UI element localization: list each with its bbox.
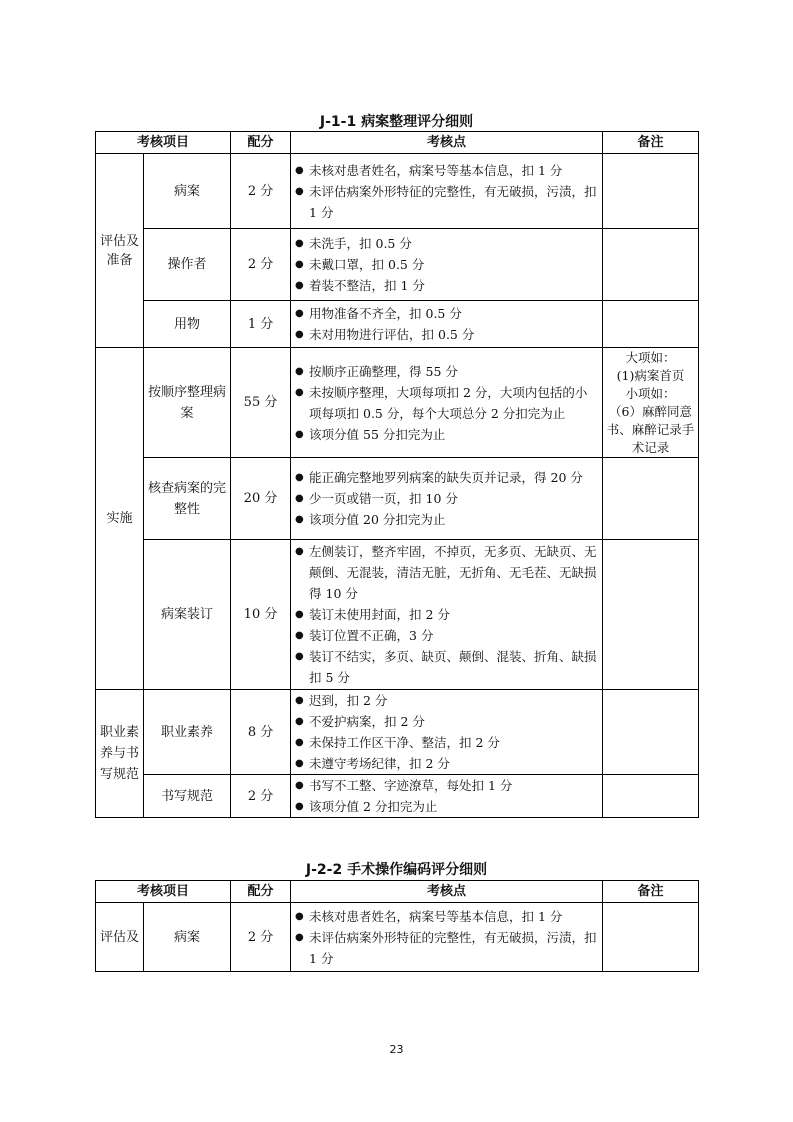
point-item: ● 未评估病案外形特征的完整性，有无破损，污渍，扣 1 分	[294, 927, 599, 969]
point-item: ● 该项分值 2 分扣完为止	[294, 796, 599, 817]
header-item: 考核项目	[96, 881, 231, 903]
header-score: 配分	[231, 881, 291, 903]
row-item: 病案	[144, 154, 231, 229]
row-note	[603, 154, 699, 229]
point-item: ● 少一页或错一页，扣 10 分	[294, 488, 599, 509]
table2-grading-table	[95, 880, 699, 972]
row-note	[603, 229, 699, 301]
point-item: ● 未核对患者姓名，病案号等基本信息，扣 1 分	[294, 160, 599, 181]
point-item: ● 未戴口罩，扣 0.5 分	[294, 254, 599, 275]
header-points: 考核点	[291, 881, 603, 903]
point-item: ● 书写不工整、字迹潦草，每处扣 1 分	[294, 775, 599, 796]
row-note	[603, 458, 699, 540]
row-note	[603, 775, 699, 818]
category-prof: 职业素养与书写规范	[96, 690, 144, 818]
table2-title: J-2-2 手术操作编码评分细则	[305, 862, 488, 878]
row-points	[291, 229, 603, 301]
note-line: (1)病案首页	[616, 367, 685, 383]
point-item: ● 按顺序正确整理，得 55 分	[294, 361, 599, 382]
row-score: 2 分	[231, 775, 291, 818]
point-item: ● 未洗手，扣 0.5 分	[294, 233, 599, 254]
table1-grading-table	[95, 131, 699, 818]
table2-header-row	[96, 881, 699, 903]
table-row	[96, 154, 699, 229]
row-points	[291, 458, 603, 540]
row-note	[603, 540, 699, 690]
header-item: 考核项目	[96, 132, 231, 154]
point-item: ● 未评估病案外形特征的完整性，有无破损，污渍，扣 1 分	[294, 181, 599, 223]
header-score: 配分	[231, 132, 291, 154]
point-item: ● 未按顺序整理，大项每项扣 2 分，大项内包括的小项每项扣 0.5 分，每个大项总分 2 分扣完为止	[294, 382, 599, 424]
row-item: 核查病案的完整性	[144, 458, 231, 540]
point-item: ● 未核对患者姓名，病案号等基本信息，扣 1 分	[294, 906, 599, 927]
table1-title: J-1-1 病案整理评分细则	[319, 114, 474, 130]
point-item: ● 该项分值 55 分扣完为止	[294, 424, 599, 445]
header-note: 备注	[603, 881, 699, 903]
table-row	[96, 348, 699, 458]
point-item: ● 该项分值 20 分扣完为止	[294, 509, 599, 530]
row-item: 职业素养	[144, 690, 231, 775]
point-item: ● 装订不结实，多页、缺页、颠倒、混装、折角、缺损扣 5 分	[294, 646, 599, 688]
point-item: ● 未遵守考场纪律，扣 2 分	[294, 753, 599, 774]
row-score: 2 分	[231, 903, 291, 972]
row-score: 1 分	[231, 301, 291, 348]
point-item: ● 能正确完整地罗列病案的缺失页并记录，得 20 分	[294, 467, 599, 488]
row-score: 2 分	[231, 229, 291, 301]
table-row	[96, 690, 699, 775]
table-row	[96, 903, 699, 972]
row-note	[603, 348, 699, 458]
row-points	[291, 154, 603, 229]
row-item: 病案	[144, 903, 231, 972]
row-score: 2 分	[231, 154, 291, 229]
point-item: ● 着装不整洁，扣 1 分	[294, 275, 599, 296]
table-row	[96, 229, 699, 301]
point-item: ● 不爱护病案，扣 2 分	[294, 711, 599, 732]
table-row	[96, 775, 699, 818]
point-item: ● 未对用物进行评估，扣 0.5 分	[294, 324, 599, 345]
point-item: ● 装订未使用封面，扣 2 分	[294, 604, 599, 625]
table-row	[96, 540, 699, 690]
row-points	[291, 540, 603, 690]
row-note	[603, 690, 699, 775]
point-item: ● 用物准备不齐全，扣 0.5 分	[294, 303, 599, 324]
row-points	[291, 301, 603, 348]
category-eval-partial: 评估及	[96, 903, 144, 972]
point-item: ● 左侧装订，整齐牢固，不掉页，无多页、无缺页、无颠倒、无混装，清洁无脏，无折角、无毛茬、无缺损得 10 分	[294, 541, 599, 604]
row-item: 用物	[144, 301, 231, 348]
note-line: （6）麻醉同意书、麻醉记录手术记录	[606, 403, 695, 455]
point-item: ● 迟到，扣 2 分	[294, 690, 599, 711]
category-eval: 评估及准备	[96, 154, 144, 348]
note-line: 大项如：	[625, 349, 676, 365]
row-item: 病案装订	[144, 540, 231, 690]
header-note: 备注	[603, 132, 699, 154]
row-points	[291, 690, 603, 775]
row-score: 8 分	[231, 690, 291, 775]
header-points: 考核点	[291, 132, 603, 154]
point-item: ● 未保持工作区干净、整洁，扣 2 分	[294, 732, 599, 753]
row-points	[291, 775, 603, 818]
table-row	[96, 458, 699, 540]
row-note	[603, 903, 699, 972]
row-score: 55 分	[231, 348, 291, 458]
table-row	[96, 301, 699, 348]
row-item: 操作者	[144, 229, 231, 301]
category-impl: 实施	[96, 348, 144, 690]
table1-header-row	[96, 132, 699, 154]
page-number: 23	[389, 1043, 404, 1056]
point-item: ● 装订位置不正确，3 分	[294, 625, 599, 646]
row-score: 10 分	[231, 540, 291, 690]
row-note	[603, 301, 699, 348]
row-points	[291, 903, 603, 972]
row-item: 按顺序整理病案	[144, 348, 231, 458]
note-line: 小项如：	[625, 385, 676, 401]
row-item: 书写规范	[144, 775, 231, 818]
row-points	[291, 348, 603, 458]
row-score: 20 分	[231, 458, 291, 540]
